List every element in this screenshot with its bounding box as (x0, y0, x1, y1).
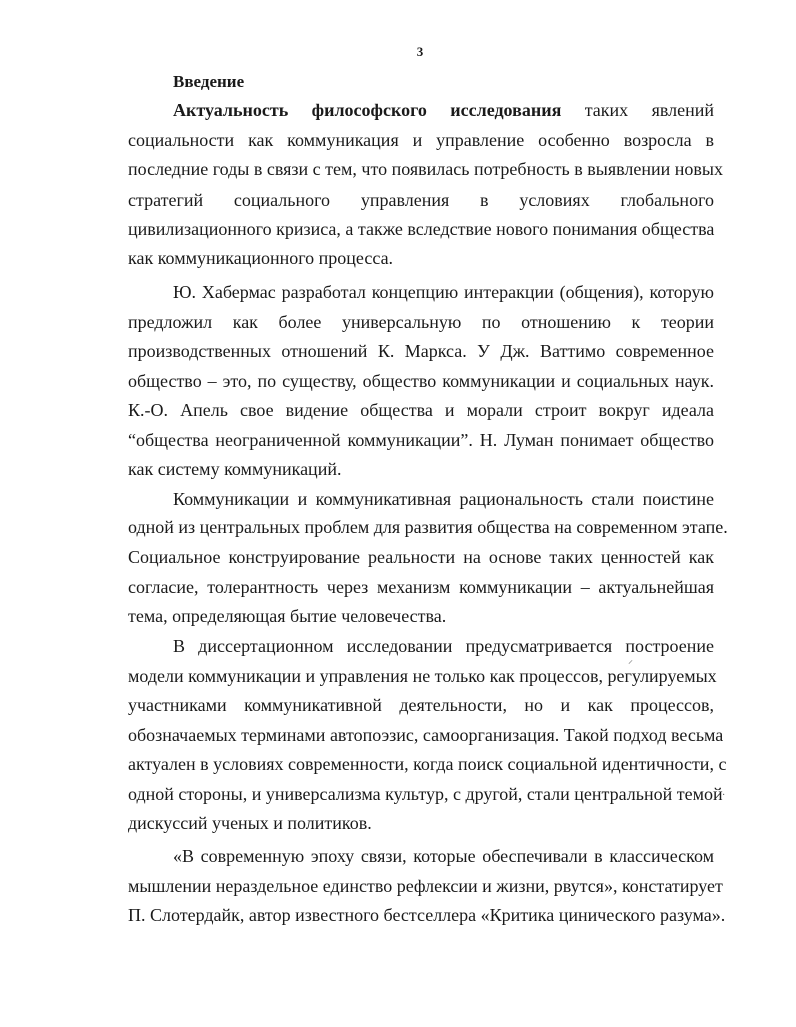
paragraph-line: Социальное конструирование реальности на основе таких ценностей как (128, 547, 714, 567)
bold-phrase: Актуальность философского исследования (173, 100, 562, 120)
paragraph-line: как коммуникационного процесса. (128, 248, 394, 268)
paragraph-line: последние годы в связи с тем, что появилась потребность в выявлении новых (128, 159, 723, 179)
stray-pen-mark: ⸝ (628, 655, 633, 666)
paragraph-line: социальности как коммуникация и управление особенно возросла в (128, 130, 714, 150)
page-number: 3 (416, 44, 424, 59)
paragraph-line: Коммуникации и коммуникативная рациональность стали поистине (173, 489, 714, 509)
paragraph-line: тема, определяющая бытие человечества. (128, 606, 447, 626)
paragraph-line: Ю. Хабермас разработал концепцию интеракции (общения), которую (173, 282, 714, 302)
paragraph-line: мышлении нераздельное единство рефлексии и жизни, рвутся», констатирует (128, 876, 723, 896)
paragraph-line: общество – это, по существу, общество коммуникации и социальных наук. (128, 371, 714, 391)
paragraph-line: Актуальность философского исследования таких явлений (173, 100, 714, 120)
paragraph-line: производственных отношений К. Маркса. У Дж. Ваттимо современное (128, 341, 714, 361)
paragraph-line: «В современную эпоху связи, которые обеспечивали в классическом (173, 846, 714, 866)
paragraph-line: согласие, толерантность через механизм коммуникации – актуальнейшая (128, 577, 714, 597)
paragraph-line: актуален в условиях современности, когда поиск социальной идентичности, с (128, 754, 727, 774)
stray-dot-mark: · (722, 790, 726, 801)
paragraph-line: стратегий социального управления в условиях глобального (128, 190, 714, 210)
paragraph-line: предложил как более универсальную по отношению к теории (128, 312, 714, 332)
paragraph-line: дискуссий ученых и политиков. (128, 813, 372, 833)
paragraph-line: П. Слотердайк, автор известного бестселлера «Критика цинического разума». (128, 905, 726, 925)
section-heading: Введение (173, 72, 245, 91)
paragraph-line: модели коммуникации и управления не только как процессов, регулируемых (128, 666, 717, 686)
paragraph-line: одной стороны, и универсализма культур, с другой, стали центральной темой (128, 784, 723, 804)
paragraph-line: одной из центральных проблем для развития общества на современном этапе. (128, 517, 728, 537)
paragraph-line: В диссертационном исследовании предусматривается построение (173, 636, 714, 656)
paragraph-line: участниками коммуникативной деятельности, но и как процессов, (128, 695, 714, 715)
paragraph-line: как систему коммуникаций. (128, 459, 342, 479)
paragraph-line: К.-О. Апель свое видение общества и морали строит вокруг идеала (128, 400, 714, 420)
paragraph-line: цивилизационного кризиса, а также вследствие нового понимания общества (128, 219, 715, 239)
paragraph-line: “общества неограниченной коммуникации”. Н. Луман понимает общество (128, 430, 714, 450)
paragraph-line: обозначаемых терминами автопоэзис, самоорганизация. Такой подход весьма (128, 725, 724, 745)
